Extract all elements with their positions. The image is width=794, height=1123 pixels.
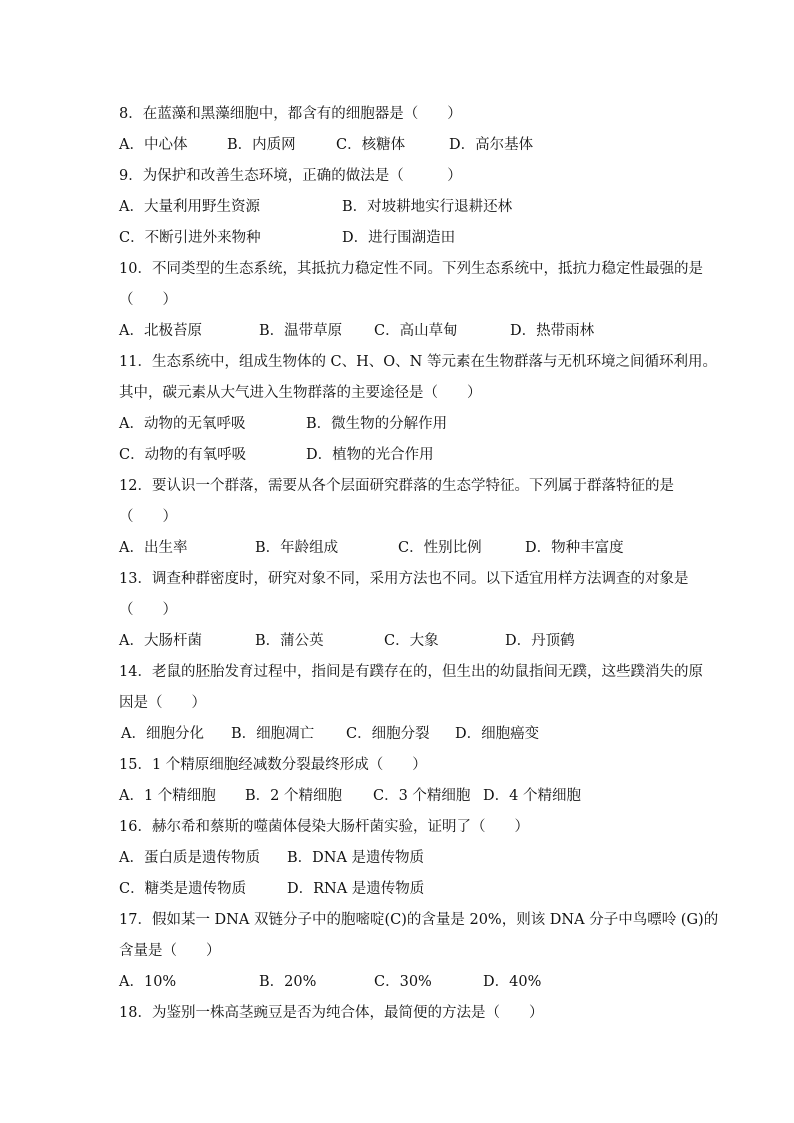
option-d: D．40% — [483, 974, 542, 990]
question-17-stem-line-1: 17．假如某一 DNA 双链分子中的胞嘧啶(C)的含量是 20%，则该 DNA 分子中鸟嘌呤 (G)的 — [119, 912, 719, 928]
option-c: C．大象 — [384, 633, 439, 649]
option-c: C．核糖体 — [336, 137, 406, 153]
option-b: B．20% — [259, 974, 317, 990]
option-a: A．大量利用野生资源 — [119, 199, 260, 215]
option-a: A．大肠杆菌 — [119, 633, 202, 649]
option-a: A．细胞分化 — [121, 726, 204, 742]
option-b: B．年龄组成 — [255, 540, 339, 556]
option-c: C．糖类是遗传物质 — [119, 881, 247, 897]
option-a: A．1 个精细胞 — [119, 788, 216, 804]
option-b: B．细胞凋亡 — [231, 726, 315, 742]
option-c: C．动物的有氧呼吸 — [119, 447, 247, 463]
question-11-stem-line-2: 其中，碳元素从大气进入生物群落的主要途径是（ ） — [119, 385, 482, 401]
option-b: B．温带草原 — [259, 323, 343, 339]
question-10-stem-line-1: 10．不同类型的生态系统，其抵抗力稳定性不同。下列生态系统中，抵抗力稳定性最强的是 — [119, 261, 703, 277]
option-c: C．高山草甸 — [374, 323, 458, 339]
option-d: D．丹顶鹤 — [505, 633, 575, 649]
option-b: B．对坡耕地实行退耕还林 — [342, 199, 513, 215]
question-14-stem-line-1: 14．老鼠的胚胎发育过程中，指间是有蹼存在的，但生出的幼鼠指间无蹼，这些蹼消失的原 — [119, 664, 703, 680]
option-b: B．内质网 — [227, 137, 296, 153]
question-16-stem: 16．赫尔希和蔡斯的噬菌体侵染大肠杆菌实验，证明了（ ） — [119, 819, 529, 835]
option-d: D．热带雨林 — [510, 323, 595, 339]
option-d: D．高尔基体 — [449, 137, 534, 153]
option-b: B．DNA 是遗传物质 — [287, 850, 425, 866]
option-c: C．30% — [374, 974, 432, 990]
question-17-stem-line-2: 含量是（ ） — [119, 943, 221, 959]
question-15-stem: 15．1 个精原细胞经减数分裂最终形成（ ） — [119, 757, 427, 773]
question-10-stem-line-2: （ ） — [119, 292, 177, 308]
option-c: C．细胞分裂 — [346, 726, 430, 742]
question-11-stem-line-1: 11．生态系统中，组成生物体的 C、H、O、N 等元素在生物群落与无机环境之间循环利用。 — [119, 354, 717, 370]
option-a: A．出生率 — [119, 540, 188, 556]
option-a: A．中心体 — [119, 137, 188, 153]
question-13-stem-line-2: （ ） — [119, 602, 177, 618]
option-d: D．细胞癌变 — [455, 726, 540, 742]
question-8-stem: 8．在蓝藻和黑藻细胞中，都含有的细胞器是（ ） — [119, 106, 462, 122]
option-a: A．北极苔原 — [119, 323, 202, 339]
option-d: D．4 个精细胞 — [483, 788, 581, 804]
option-b: B．蒲公英 — [255, 633, 324, 649]
question-13-stem-line-1: 13．调查种群密度时，研究对象不同，采用方法也不同。以下适宜用样方法调查的对象是 — [119, 571, 689, 587]
question-12-stem-line-1: 12．要认识一个群落，需要从各个层面研究群落的生态学特征。下列属于群落特征的是 — [119, 478, 674, 494]
option-a: A．10% — [119, 974, 177, 990]
option-a: A．动物的无氧呼吸 — [119, 416, 246, 432]
question-9-stem: 9．为保护和改善生态环境，正确的做法是（ ） — [119, 168, 462, 184]
option-c: C．性别比例 — [398, 540, 482, 556]
option-c: C．3 个精细胞 — [373, 788, 471, 804]
option-a: A．蛋白质是遗传物质 — [119, 850, 260, 866]
option-c: C．不断引进外来物种 — [119, 230, 261, 246]
option-d: D．物种丰富度 — [525, 540, 624, 556]
question-14-stem-line-2: 因是（ ） — [119, 695, 206, 711]
option-d: D．RNA 是遗传物质 — [287, 881, 425, 897]
option-b: B．微生物的分解作用 — [306, 416, 448, 432]
option-d: D．植物的光合作用 — [306, 447, 434, 463]
option-b: B．2 个精细胞 — [245, 788, 342, 804]
question-12-stem-line-2: （ ） — [119, 509, 177, 525]
option-d: D．进行围湖造田 — [342, 230, 456, 246]
question-18-stem: 18．为鉴别一株高茎豌豆是否为纯合体，最简便的方法是（ ） — [119, 1005, 544, 1021]
